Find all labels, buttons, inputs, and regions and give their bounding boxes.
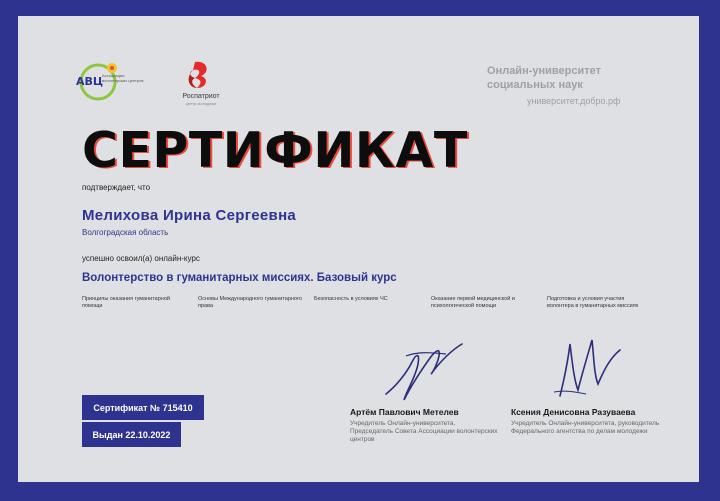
module-item: Оказание первой медицинской и психологической помощи	[431, 296, 515, 309]
confirms-text: подтверждает, что	[82, 183, 151, 192]
university-title: Онлайн-университет социальных наук	[487, 65, 601, 91]
module-item: Безопасность в условиях ЧС	[314, 296, 388, 302]
module-item: Основы Международного гуманитарного права	[198, 296, 302, 309]
certificate-title: СЕРТИФИКАТ	[82, 122, 468, 179]
rospatriot-emblem	[171, 58, 231, 92]
module-item: Принципы оказания гуманитарной помощи	[82, 296, 170, 309]
avc-subtitle: Ассоциация волонтерских центров	[102, 73, 144, 83]
signature-metelev	[376, 334, 472, 404]
signer-role: Учредитель Онлайн-университета, руководитель Федерального агентства по делам молодежи	[511, 420, 660, 435]
course-title: Волонтерство в гуманитарных миссиях. Базовый курс	[82, 272, 397, 284]
signer-name: Ксения Денисовна Разуваева	[511, 407, 636, 417]
recipient-name: Мелихова Ирина Сергеевна	[82, 207, 297, 224]
issue-date-badge: Выдан 22.10.2022	[82, 422, 181, 447]
avc-abbr: АВЦ	[76, 75, 104, 88]
signer-role: Учредитель Онлайн-университета, Председатель Совета Ассоциации волонтерских центров	[350, 420, 498, 443]
rospatriot-logo	[171, 58, 231, 106]
certificate-number-badge: Сертификат № 715410	[82, 395, 204, 420]
certificate-sheet	[18, 16, 699, 482]
university-url[interactable]: университет.добро.рф	[527, 96, 621, 106]
signature-razuvaeva	[546, 330, 626, 404]
completed-text: успешно освоил(а) онлайн-курс	[82, 254, 200, 263]
rospatriot-name: Роспатриот	[182, 93, 220, 100]
rospatriot-subtitle: центр молодежи	[185, 101, 217, 106]
module-item: Подготовка и условия участия волонтера в гуманитарных миссиях	[547, 296, 639, 309]
signer-name: Артём Павлович Метелев	[350, 407, 459, 417]
recipient-region: Волгоградская область	[82, 228, 169, 237]
